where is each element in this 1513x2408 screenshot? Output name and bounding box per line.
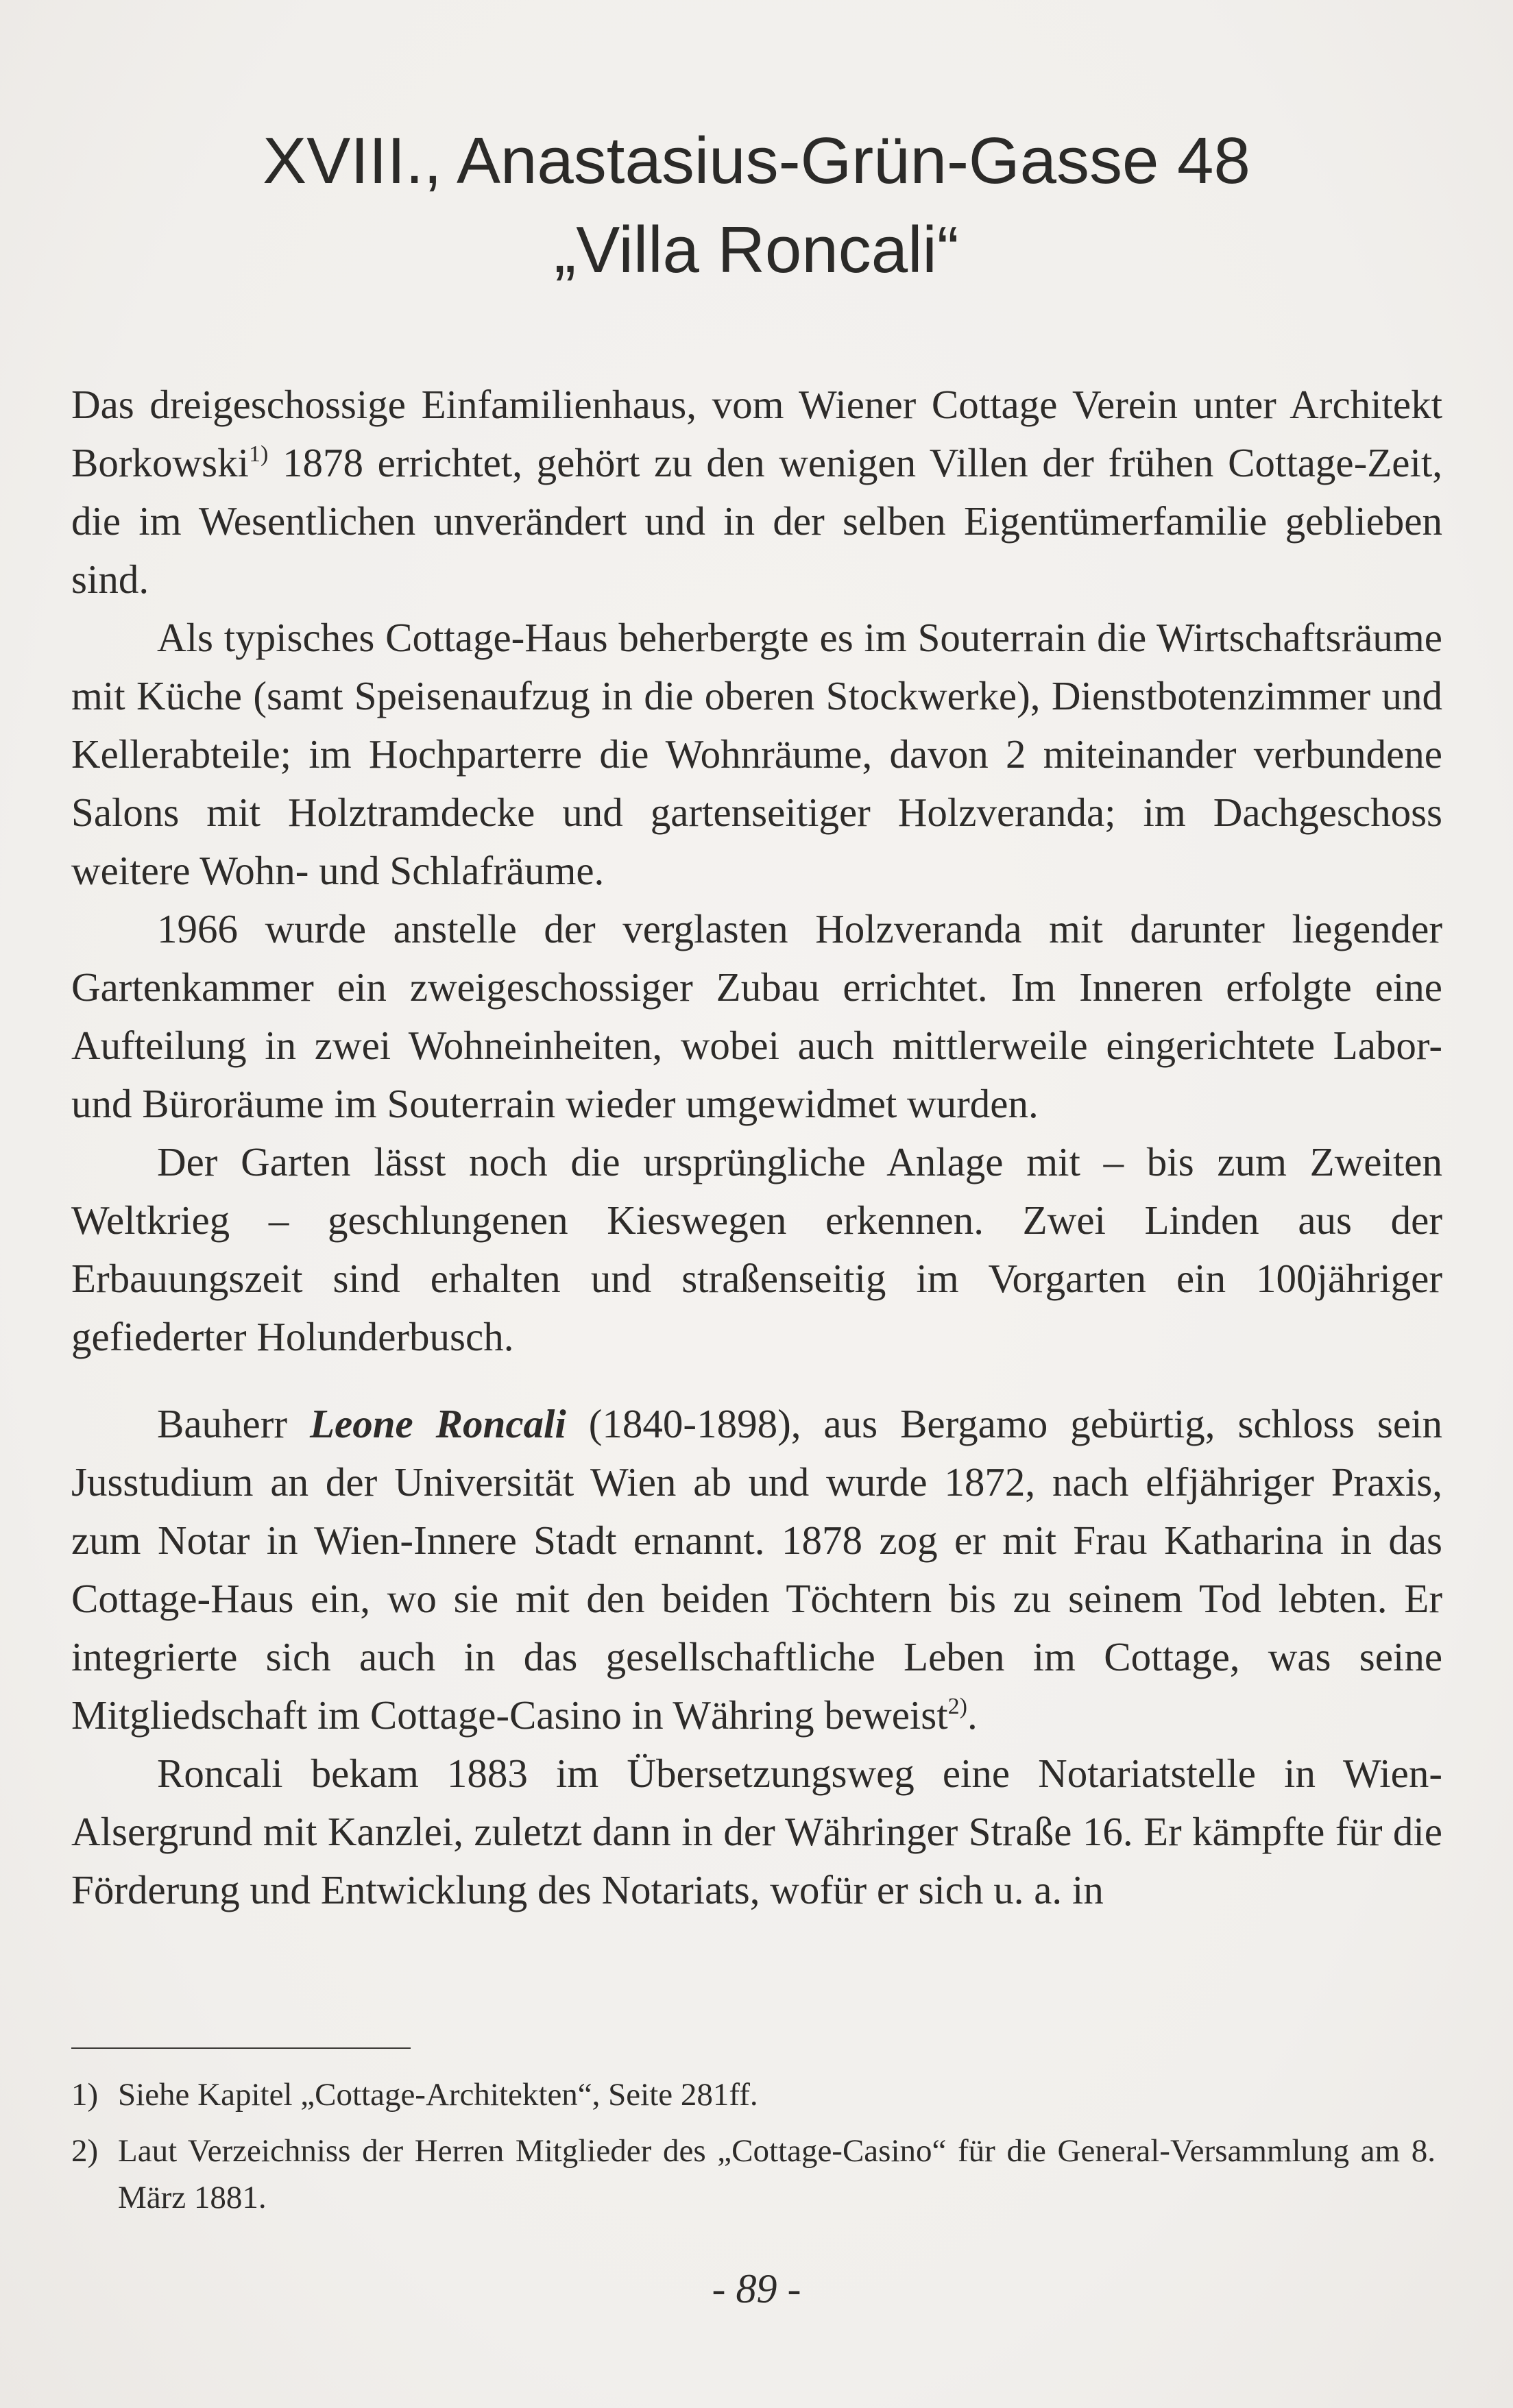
footnote-number: 1) (71, 2077, 99, 2113)
title-line-villa-name: „Villa Roncali“ (554, 213, 959, 287)
footnote-ref-1: 1) (248, 441, 269, 467)
footnote-text: Laut Verzeichniss der Herren Mitglieder des „Cottage-Casino“ für die General-Versammlung am 8. März 1881. (118, 2133, 1436, 2215)
paragraph-2: Als typisches Cottage-Haus beherbergte es im Souterrain die Wirtschaftsräume mit Küche (samt Speisenaufzug in die oberen Stockwerke), Dienstbotenzimmer und Kellerabteile; im Hochparterre die Wohnräume, davon 2 miteinander verbundene Salons mit Holztramdecke und gartenseitiger Holzveranda; im Dachgeschoss weitere Wohn- und Schlafräume. (71, 615, 1442, 893)
paragraph-1-text-a: Das dreigeschossige Einfamilienhaus, vom Wiener Cottage Verein unter Architekt Borkowski (71, 382, 1442, 485)
paragraph-6: Roncali bekam 1883 im Übersetzungsweg eine Notariatstelle in Wien-Alsergrund mit Kanzlei, zuletzt dann in der Währinger Straße 16. Er kämpfte für die Förderung und Entwicklung des Notariats, wofür er sich u. a. in (71, 1751, 1442, 1912)
footnote-text: Siehe Kapitel „Cottage-Architekten“, Seite 281ff. (118, 2077, 758, 2113)
page-number: - 89 - (712, 2266, 801, 2311)
paragraph-5-text-b: (1840-1898), aus Bergamo gebürtig, schloss sein Jusstudium an der Universität Wien ab und wurde 1872, nach elfjähriger Praxis, zum Notar in Wien-Innere Stadt ernannt. 1878 zog er mit Frau Katharina in das Cottage-Haus ein, wo sie mit den beiden Töchtern bis zu seinem Tod lebten. Er integrierte sich auch in das gesellschaftliche Leben im Cottage, was seine Mitgliedschaft im Cottage-Casino in Währing beweist (71, 1401, 1442, 1738)
paragraph-5 (71, 1395, 1442, 1744)
paragraph-5-text-c: . (967, 1692, 978, 1738)
footnotes (71, 2071, 1436, 2230)
footnote-divider (71, 2047, 411, 2049)
footnote-ref-2: 2) (947, 1694, 967, 1719)
paragraph-5-text-a: Bauherr (157, 1401, 310, 1446)
page-title (0, 117, 1513, 295)
body-text (71, 376, 1442, 1919)
paragraph-1-text-b: 1878 errichtet, gehört zu den wenigen Villen der frühen Cottage-Zeit, die im Wesentlichen unverändert und in der selben Eigentümerfamilie geblieben sind. (71, 440, 1442, 602)
paragraph-4: Der Garten lässt noch die ursprüngliche Anlage mit – bis zum Zweiten Weltkrieg – geschlungenen Kieswegen erkennen. Zwei Linden aus der Erbauungszeit sind erhalten und straßenseitig im Vorgarten ein 100jähriger gefiederter Holunderbusch. (71, 1139, 1442, 1359)
footnote (71, 2128, 1436, 2221)
footnote-number: 2) (71, 2133, 99, 2169)
title-line-address: XVIII., Anastasius-Grün-Gasse 48 (263, 124, 1250, 197)
paragraph-3: 1966 wurde anstelle der verglasten Holzveranda mit darunter liegender Gartenkammer ein zweigeschossiger Zubau errichtet. Im Inneren erfolgte eine Aufteilung in zwei Wohneinheiten, wobei auch mittlerweile eingerichtete Labor- und Büroräume im Souterrain wieder umgewidmet wurden. (71, 906, 1442, 1126)
footnote (71, 2071, 1436, 2118)
paragraph-1 (71, 376, 1442, 609)
person-name: Leone Roncali (309, 1401, 566, 1446)
